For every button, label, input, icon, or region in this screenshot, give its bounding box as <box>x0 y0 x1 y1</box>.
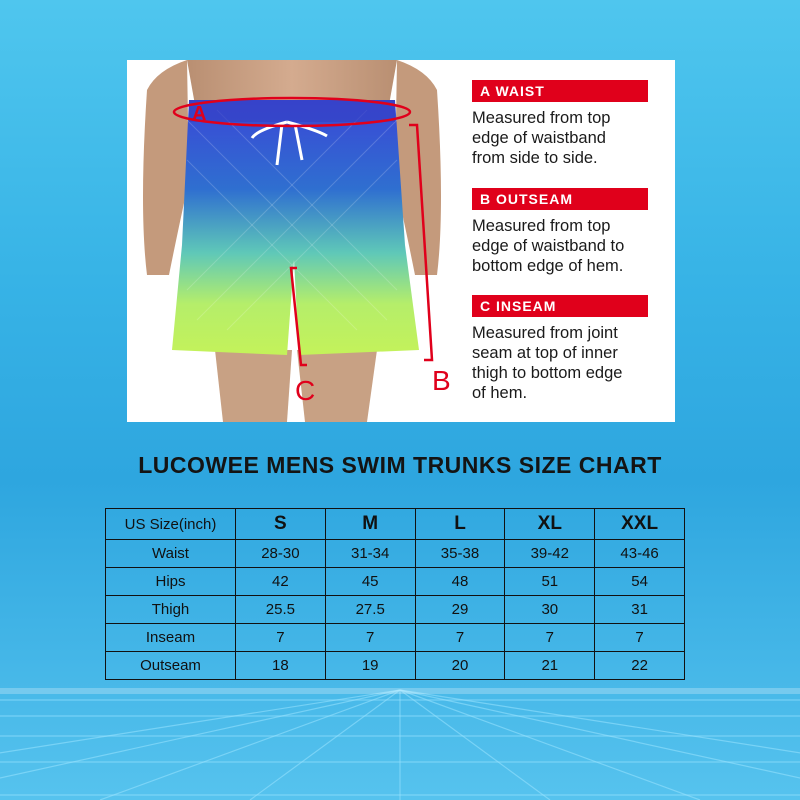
table-cell: 45 <box>325 568 415 596</box>
table-row <box>106 624 685 652</box>
table-cell: 48 <box>415 568 505 596</box>
table-row <box>106 568 685 596</box>
table-cell: 25.5 <box>236 596 326 624</box>
row-label: Waist <box>106 540 236 568</box>
table-cell: 22 <box>595 652 685 680</box>
table-cell: 19 <box>325 652 415 680</box>
size-header: L <box>415 509 505 540</box>
table-cell: 20 <box>415 652 505 680</box>
table-row <box>106 596 685 624</box>
outseam-heading: B OUTSEAM <box>472 188 648 210</box>
swim-trunks-photo <box>127 60 457 422</box>
size-header: M <box>325 509 415 540</box>
inseam-callout <box>472 295 672 403</box>
row-label: Hips <box>106 568 236 596</box>
table-cell: 30 <box>505 596 595 624</box>
table-cell: 43-46 <box>595 540 685 568</box>
table-cell: 42 <box>236 568 326 596</box>
table-header-row <box>106 509 685 540</box>
size-table <box>105 508 685 680</box>
table-cell: 29 <box>415 596 505 624</box>
table-cell: 18 <box>236 652 326 680</box>
outseam-description: Measured from top edge of waistband to bottom edge of hem. <box>472 217 625 275</box>
outseam-callout <box>472 188 672 276</box>
inseam-description: Measured from joint seam at top of inner thigh to bottom edge of hem. <box>472 324 623 402</box>
inseam-heading: C INSEAM <box>472 295 648 317</box>
row-label: Thigh <box>106 596 236 624</box>
size-header: XL <box>505 509 595 540</box>
table-cell: 39-42 <box>505 540 595 568</box>
table-cell: 54 <box>595 568 685 596</box>
waist-heading: A WAIST <box>472 80 648 102</box>
table-cell: 35-38 <box>415 540 505 568</box>
row-label: Inseam <box>106 624 236 652</box>
svg-text:B: B <box>432 365 451 396</box>
table-cell: 7 <box>325 624 415 652</box>
table-row <box>106 652 685 680</box>
table-cell: 7 <box>595 624 685 652</box>
size-header: XXL <box>595 509 685 540</box>
table-cell: 31-34 <box>325 540 415 568</box>
table-cell: 7 <box>415 624 505 652</box>
header-label: US Size(inch) <box>106 509 236 540</box>
size-header: S <box>236 509 326 540</box>
table-cell: 27.5 <box>325 596 415 624</box>
table-row <box>106 540 685 568</box>
waist-callout <box>472 80 672 168</box>
row-label: Outseam <box>106 652 236 680</box>
table-cell: 51 <box>505 568 595 596</box>
size-chart-title: LUCOWEE MENS SWIM TRUNKS SIZE CHART <box>138 452 662 478</box>
table-cell: 7 <box>505 624 595 652</box>
table-cell: 21 <box>505 652 595 680</box>
table-cell: 31 <box>595 596 685 624</box>
svg-text:C: C <box>295 375 316 406</box>
table-cell: 28-30 <box>236 540 326 568</box>
waist-description: Measured from top edge of waistband from side to side. <box>472 109 611 167</box>
measurement-guide-panel <box>127 60 675 422</box>
table-cell: 7 <box>236 624 326 652</box>
svg-text:A: A <box>192 103 207 125</box>
